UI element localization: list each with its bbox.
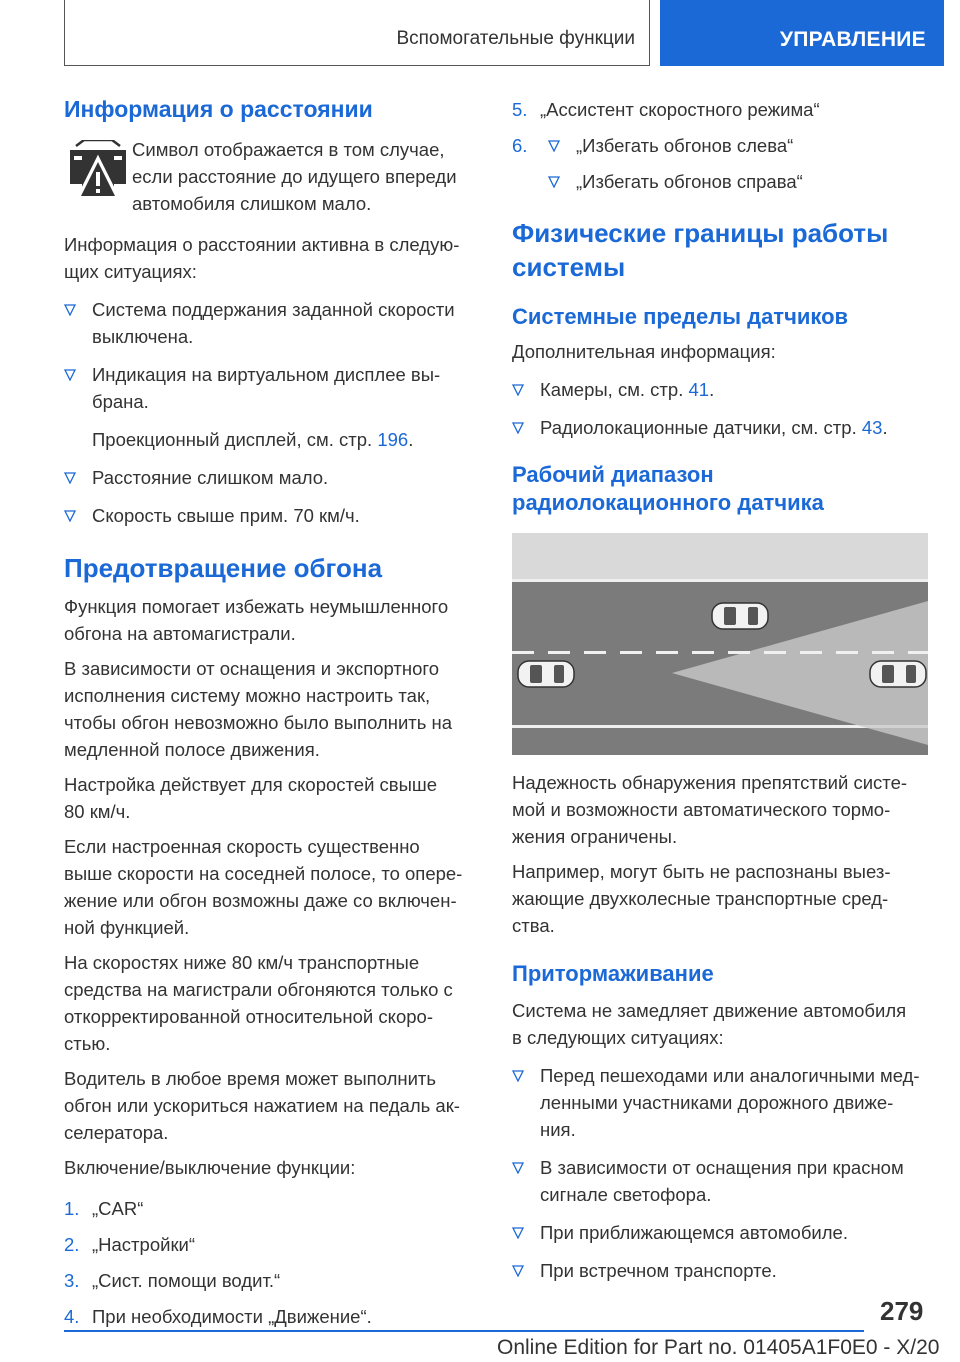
distance-warning-block [64,136,478,217]
page-link[interactable]: 41 [688,379,710,401]
step-item: 1. „CAR“ [64,1197,144,1219]
paragraph: Надежность обнаружения препятствий систе- мой и возможности автоматического тормо- жения ограничены. [512,772,908,848]
bullet-triangle-icon [64,304,76,316]
warning-text: автомобиля слишком мало. [132,192,372,214]
heading-distance-info: Информация о расстоянии [64,96,373,122]
bullet-triangle-icon [512,1070,524,1082]
list-item: При приближающемся автомобиле. [512,1219,926,1246]
bullet-triangle-icon [512,1265,524,1277]
list-item: Система поддержания заданной скорости выключена. [64,296,478,350]
step-item: 2. „Настройки“ [64,1233,196,1255]
heading-physical-limits: Физические границы работы системы [512,218,889,282]
bullet-triangle-icon [64,369,76,381]
paragraph: Водитель в любое время может выполнить обгон или ускориться нажатием на педаль ак- селератора. [64,1067,460,1143]
step-item: 6. „Избегать обгонов слева“ [512,135,794,156]
paragraph: Включение/выключение функции: [64,1156,356,1178]
list-item: При встречном транспорте. [512,1257,926,1284]
heading-radar-range: Рабочий диапазон радиолокационного датчика [512,462,824,516]
step-sub-item: „Избегать обгонов справа“ [512,168,926,195]
footer-divider [64,1330,864,1332]
car-icon [712,603,768,629]
bullet-triangle-icon [64,472,76,484]
paragraph: Например, могут быть не распознаны выез- жающие двухколесные транспортные сред- ства. [512,861,891,937]
paragraph: На скоростях ниже 80 км/ч транспортные средства на магистрали обгоняются только с откорректированной относительной скоро- стью. [64,951,453,1054]
left-column [64,96,478,1330]
list-item: Расстояние слишком мало. [64,464,478,491]
right-column [512,96,926,1284]
bullet-triangle-icon [548,176,560,188]
cross-reference: Проекционный дисплей, см. стр. 196. [92,428,414,450]
car-icon [518,661,574,687]
warning-text: если расстояние до идущего впереди [132,165,457,187]
paragraph: Функция помогает избежать неумышленного обгона на автомагистрали. [64,595,449,644]
section-title: Вспомогательные функции [396,28,635,49]
list-item: В зависимости от оснащения при красном сигнале светофора. [512,1154,926,1208]
paragraph: В зависимости от оснащения и экспортного исполнения систему можно настроить так, чтобы обгон невозможно было выполнить на медленной полосе движения. [64,657,453,760]
bullet-triangle-icon [548,140,560,152]
paragraph-active: Информация о расстоянии активна в следую- щих ситуациях: [64,233,460,282]
radar-diagram [512,533,928,755]
radar-range-illustration [512,533,928,755]
page-link[interactable]: 43 [861,417,883,439]
footer-edition: Online Edition for Part no. 01405A1F0E0 - X/20 [497,1336,940,1359]
step-item: 4. При необходимости „Движение“. [64,1305,372,1327]
list-item: Перед пешеходами или аналогичными мед- ленными участниками дорожного движе- ния. [512,1062,926,1143]
header-chapter-tab[interactable] [660,0,944,66]
bullet-triangle-icon [512,422,524,434]
chapter-title: УПРАВЛЕНИЕ [779,28,926,51]
distance-warning-car-icon [64,140,132,206]
list-item: Радиолокационные датчики, см. стр. 43. [512,414,926,441]
bullet-triangle-icon [512,1227,524,1239]
paragraph: Если настроенная скорость существенно выше скорости на соседней полосе, то опере- жение или обгон возможны даже со включен- ной функцией. [64,835,463,938]
paragraph: Система не замедляет движение автомобиля в следующих ситуациях: [512,999,907,1048]
heading-overtake: Предотвращение обгона [64,552,383,583]
page-link[interactable]: 196 [377,428,409,450]
list-item: Скорость свыше прим. 70 км/ч. [64,502,478,529]
paragraph: Настройка действует для скоростей свыше 80 км/ч. [64,773,438,822]
page-number: 279 [880,1296,924,1326]
paragraph: Дополнительная информация: [512,341,776,363]
heading-braking: Притормаживание [512,961,714,987]
heading-sensor-limits: Системные пределы датчиков [512,304,849,329]
list-item: Индикация на виртуальном дисплее вы- брана. Проекционный дисплей, см. стр. 196. [64,361,478,453]
car-icon [870,661,926,687]
bullet-triangle-icon [64,510,76,522]
bullet-triangle-icon [512,1162,524,1174]
warning-text: Символ отображается в том случае, [132,138,445,160]
header-section-box [64,0,650,66]
step-item: 5. „Ассистент скоростного режима“ [512,99,820,120]
list-item: Камеры, см. стр. 41. [512,376,926,403]
step-item: 3. „Сист. помощи водит.“ [64,1269,281,1291]
bullet-triangle-icon [512,384,524,396]
